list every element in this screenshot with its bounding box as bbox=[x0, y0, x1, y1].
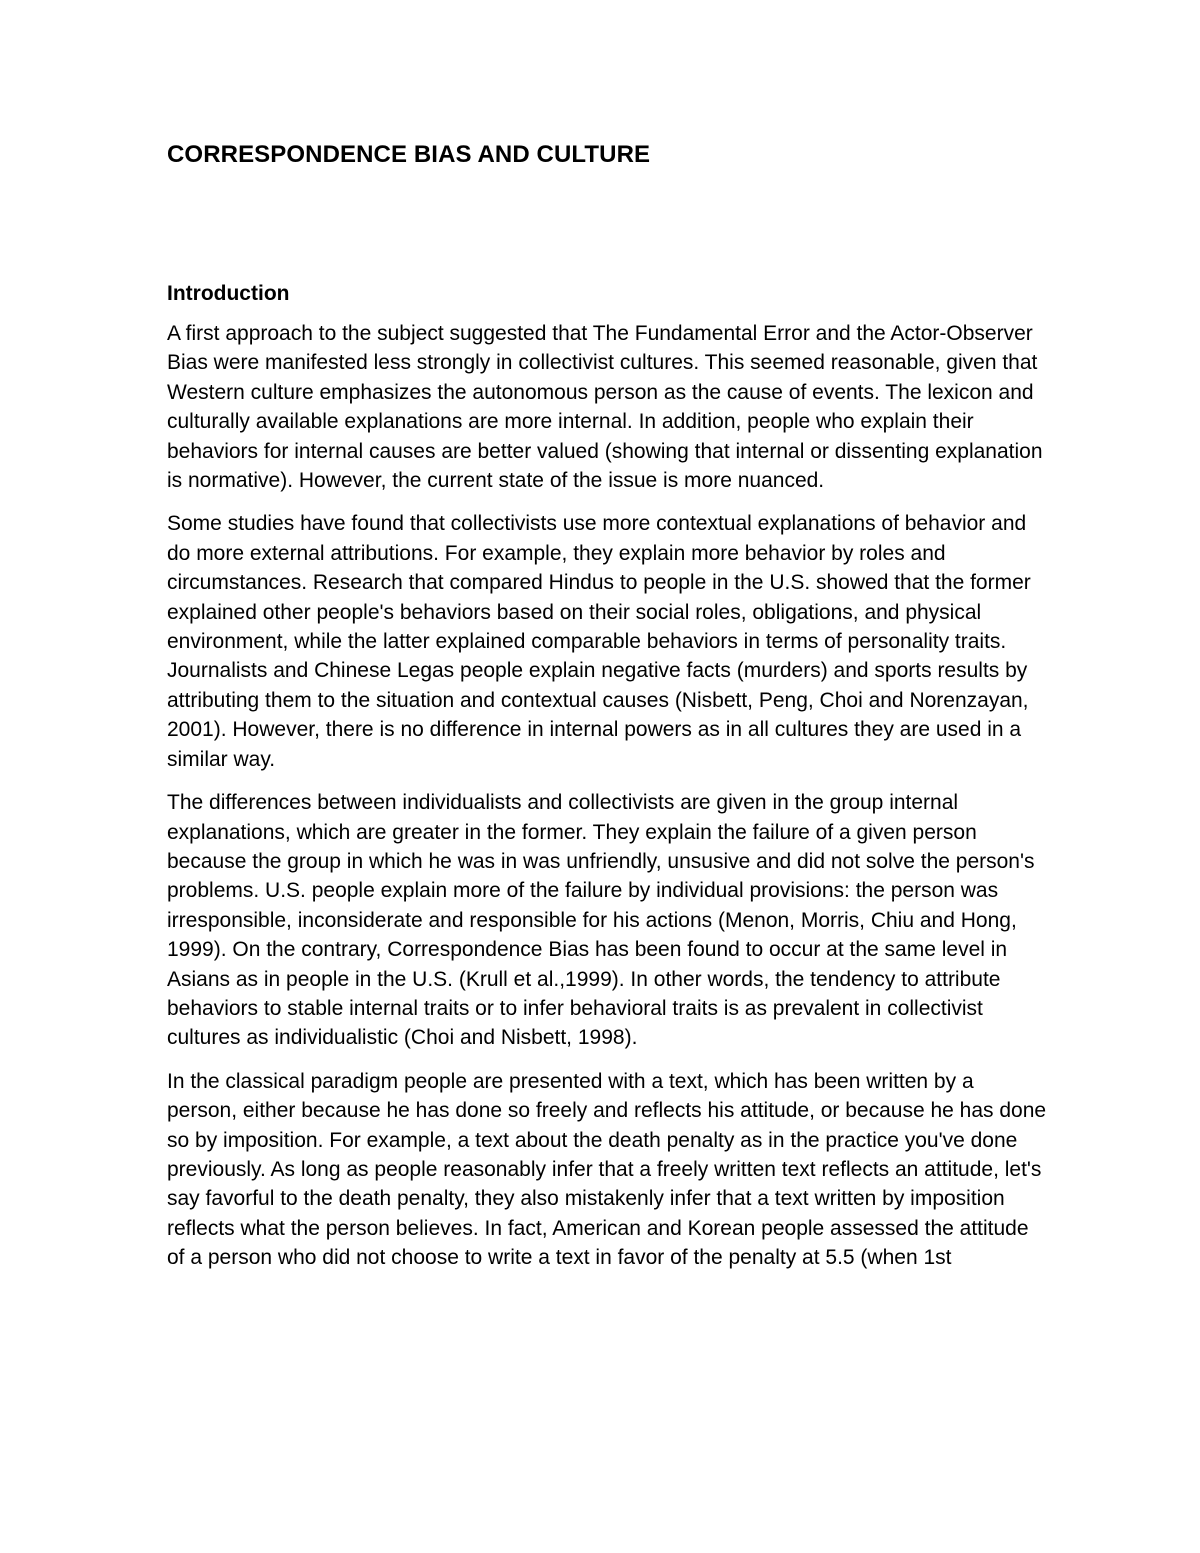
section-heading-introduction: Introduction bbox=[167, 282, 290, 305]
paragraph-3: The differences between individualists and collectivists are given in the group internal explanations, which are greater in the former. They explain the failure of a given person because the group in which he was in was unfriendly, unsusive and did not solve the person's problems. U.S. people explain more of the failure by individual provisions: the person was irresponsible, inconsiderate and responsible for his actions (Menon, Morris, Chiu and Hong, 1999). On the contrary, Correspondence Bias has been found to occur at the same level in Asians as in people in the U.S. (Krull et al.,1999). In other words, the tendency to attribute behaviors to stable internal traits or to infer behavioral traits is as prevalent in collectivist cultures as individualistic (Choi and Nisbett, 1998). bbox=[167, 791, 1035, 1050]
document-body bbox=[167, 138, 1047, 1273]
document-title: CORRESPONDENCE BIAS AND CULTURE bbox=[167, 141, 651, 168]
paragraph-1: A first approach to the subject suggested that The Fundamental Error and the Actor-Observer Bias were manifested less strongly in collectivist cultures. This seemed reasonable, given that Western culture emphasizes the autonomous person as the cause of events. The lexicon and culturally available explanations are more internal. In addition, people who explain their behaviors for internal causes are better valued (showing that internal or dissenting explanation is normative). However, the current state of the issue is more nuanced. bbox=[167, 322, 1043, 493]
paragraph-2: Some studies have found that collectivists use more contextual explanations of behavior and do more external attributions. For example, they explain more behavior by roles and circumstances. Research that compared Hindus to people in the U.S. showed that the former explained other people's behaviors based on their social roles, obligations, and physical environment, while the latter explained comparable behaviors in terms of personality traits. Journalists and Chinese Legas people explain negative facts (murders) and sports results by attributing them to the situation and contextual causes (Nisbett, Peng, Choi and Norenzayan, 2001). However, there is no difference in internal powers as in all cultures they are used in a similar way. bbox=[167, 512, 1031, 771]
paragraph-4: In the classical paradigm people are presented with a text, which has been written by a person, either because he has done so freely and reflects his attitude, or because he has done so by imposition. For example, a text about the death penalty as in the practice you've done previously. As long as people reasonably infer that a freely written text reflects an attitude, let's say favorful to the death penalty, they also mistakenly infer that a text written by imposition reflects what the person believes. In fact, American and Korean people assessed the attitude of a person who did not choose to write a text in favor of the penalty at 5.5 (when 1st bbox=[167, 1069, 1047, 1270]
